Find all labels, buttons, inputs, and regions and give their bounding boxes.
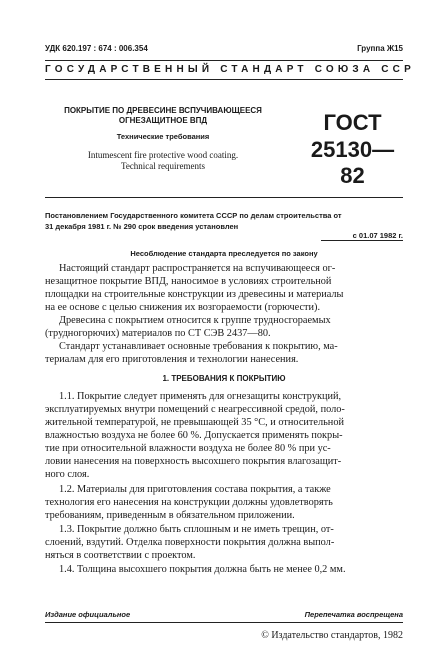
text-line: 1.1. Покрытие следует применять для огнезащиты конструкций,	[59, 391, 342, 402]
top-rule	[45, 60, 403, 61]
text-line: няться в соответствии с проектом.	[45, 550, 196, 561]
text-line: площадки на строительные конструкции из древесины и материалы	[45, 289, 344, 300]
decree-line-1: Постановлением Государственного комитета СССР по делам строительства от	[45, 211, 342, 220]
intro-paragraph-1	[45, 262, 403, 314]
footer-reprint-prohibited: Перепечатка воспрещена	[304, 610, 403, 619]
clause-1-3	[45, 523, 403, 562]
text-line: влажностью воздуха не более 60 %. Допускается применять покры-	[45, 430, 343, 441]
text-line: ного слоя.	[45, 469, 90, 480]
date-underline	[321, 240, 403, 241]
gost-number: 25130—82	[310, 137, 395, 188]
banner-rule	[45, 79, 403, 80]
subtitle-technical-requirements: Технические требования	[116, 132, 210, 141]
text-line: Стандарт устанавливает основные требования к покрытию, ма-	[59, 341, 338, 352]
text-line: 1.4. Толщина высохшего покрытия должна быть не менее 0,2 мм.	[59, 564, 346, 575]
text-line: на ее основе с целью снижения их возгораемости (горючести).	[45, 302, 321, 313]
text-line: требованиям, приведенным в обязательном приложении.	[45, 510, 295, 521]
text-line: Древесина с покрытием относится к группе трудносгораемых	[59, 315, 331, 326]
text-line: технология его нанесения на конструкции должны удовлетворять	[45, 497, 333, 508]
text-line: жительной температурой, не превышающей 35 °С, и относительной	[45, 417, 344, 428]
section-heading: 1. ТРЕБОВАНИЯ К ПОКРЫТИЮ	[162, 374, 286, 383]
title-en-line-1: Intumescent fire protective wood coating.	[87, 150, 239, 160]
standard-banner: ГОСУДАРСТВЕННЫЙ СТАНДАРТ СОЮЗА ССР	[45, 64, 415, 75]
text-line: слоений, вздутий. Отделка поверхности покрытия должна выпол-	[45, 537, 335, 548]
footer-rule	[45, 622, 403, 623]
text-line: тие при относительной влажности воздуха не более 80 % при ус-	[45, 443, 331, 454]
clause-1-1	[45, 390, 403, 481]
title-rule	[45, 197, 403, 198]
text-line: эксплуатируемых внутри помещений с неагрессивной средой, поло-	[45, 404, 345, 415]
title-ru-line-2: ОГНЕЗАЩИТНОЕ ВПД	[118, 116, 208, 125]
text-line: ловии нанесения на поверхность высохшего покрытия влагозащит-	[45, 456, 342, 467]
english-title	[52, 150, 274, 172]
text-line: 1.2. Материалы для приготовления состава покрытия, а также	[59, 484, 331, 495]
udk-code: УДК 620.197 : 674 : 006.354	[45, 44, 148, 53]
copyright: © Издательство стандартов, 1982	[261, 630, 403, 641]
intro-paragraph-2	[45, 314, 403, 340]
gost-label: ГОСТ	[323, 110, 382, 135]
document-title	[52, 106, 274, 126]
clause-1-2	[45, 483, 403, 522]
clause-1-4	[45, 563, 403, 576]
decree-text	[45, 210, 403, 232]
text-line: Настоящий стандарт распространяется на вспучивающееся ог-	[59, 263, 336, 274]
legal-notice: Несоблюдение стандарта преследуется по закону	[130, 249, 318, 258]
group-code: Группа Ж15	[357, 44, 403, 53]
title-en-line-2: Technical requirements	[120, 161, 206, 171]
text-line: териалам для его приготовления и технологии нанесения.	[45, 354, 299, 365]
text-line: незащитное покрытие ВПД, наносимое в условиях строительной	[45, 276, 332, 287]
decree-line-2: 31 декабря 1981 г. № 290 срок введения установлен	[45, 222, 239, 231]
footer-official-edition: Издание официальное	[45, 610, 131, 619]
title-ru-line-1: ПОКРЫТИЕ ПО ДРЕВЕСИНЕ ВСПУЧИВАЮЩЕЕСЯ	[64, 106, 262, 115]
text-line: (трудногорючих) материалов по СТ СЭВ 2437—80.	[45, 328, 271, 339]
effective-date: с 01.07 1982 г.	[352, 231, 403, 240]
intro-paragraph-3	[45, 340, 403, 366]
text-line: 1.3. Покрытие должно быть сплошным и не иметь трещин, от-	[59, 524, 334, 535]
